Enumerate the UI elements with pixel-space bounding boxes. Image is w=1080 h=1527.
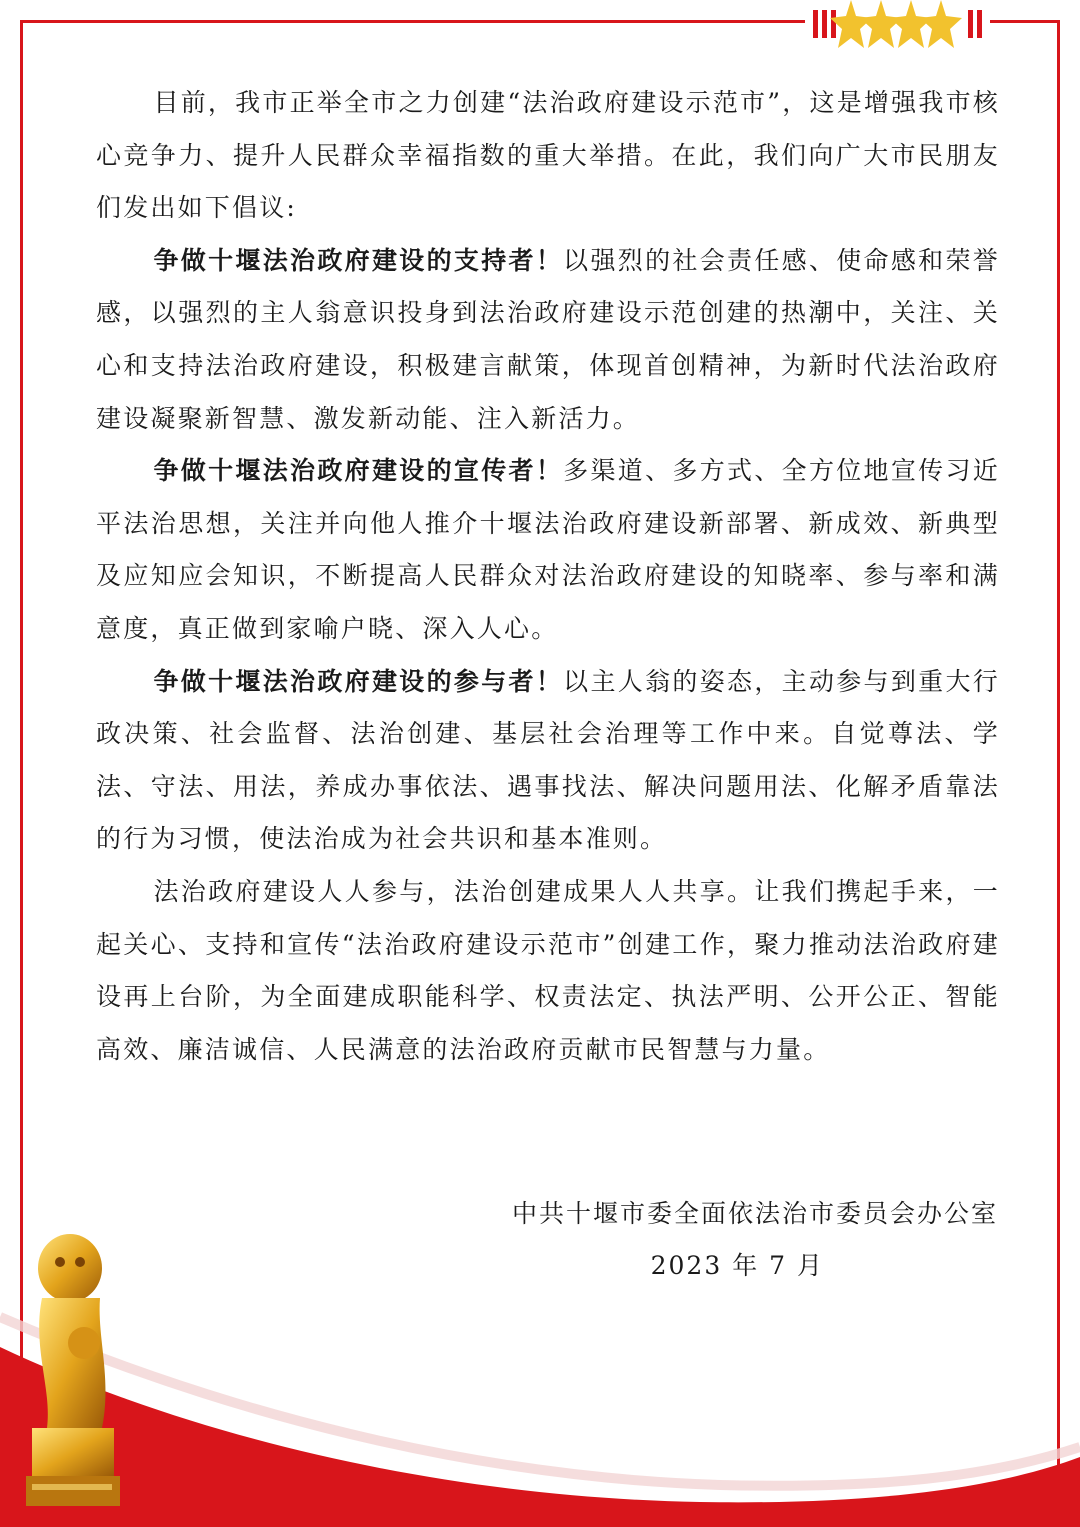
- paragraph-lead: 争做十堰法治政府建设的支持者！: [153, 245, 564, 275]
- paragraph-intro: [96, 77, 1000, 235]
- paragraph-closing: [96, 866, 1000, 1076]
- paragraph-participant: [96, 656, 1000, 866]
- paragraph-text: 以主人翁的姿态，主动参与到重大行政决策、社会监督、法治创建、基层社会治理等工作中来。自觉尊法、学法、守法、用法，养成办事依法、遇事找法、解决问题用法、化解矛盾靠法的行为习惯，使法治成为社会共识和基本准则。: [96, 666, 1000, 854]
- paragraph-text: 以强烈的社会责任感、使命感和荣誉感，以强烈的主人翁意识投身到法治政府建设示范创建的热潮中，关注、关心和支持法治政府建设，积极建言献策，体现首创精神，为新时代法治政府建设凝聚新智慧、激发新动能、注入新活力。: [96, 245, 1000, 433]
- paragraph-text: 目前，我市正举全市之力创建“法治政府建设示范市”，这是增强我市核心竞争力、提升人民群众幸福指数的重大举措。在此，我们向广大市民朋友们发出如下倡议:: [96, 88, 1000, 223]
- red-bar-1: [813, 10, 818, 38]
- paragraph-promoter: [96, 445, 1000, 655]
- paragraph-lead: 争做十堰法治政府建设的宣传者！: [153, 456, 564, 486]
- red-bar-4: [968, 10, 973, 38]
- red-bar-5: [977, 10, 982, 38]
- paragraph-text: 法治政府建设人人参与，法治创建成果人人共享。让我们携起手来，一起关心、支持和宣传“法治政府建设示范市”创建工作，聚力推动法治政府建设再上台阶，为全面建成职能科学、权责法定、执法严明、公开公正、智能高效、廉洁诚信、人民满意的法治政府贡献市民智慧与力量。: [96, 876, 1000, 1064]
- signature-organization: 中共十堰市委全面依法治市委员会办公室: [511, 1199, 998, 1228]
- stars-decoration: [805, 0, 990, 62]
- signature-date: 2023 年 7 月: [650, 1251, 824, 1280]
- letter-body: [96, 77, 1000, 1076]
- paragraph-text: 多渠道、多方式、全方位地宣传习近平法治思想，关注并向他人推介十堰法治政府建设新部署、新成效、新典型及应知应会知识，不断提高人民群众对法治政府建设的知晓率、参与率和满意度，真正做到家喻户晓、深入人心。: [96, 456, 1000, 643]
- paragraph-supporter: [96, 235, 1000, 445]
- red-bar-3: [831, 10, 836, 38]
- guardian-lion-icon: [22, 1228, 122, 1506]
- paragraph-lead: 争做十堰法治政府建设的参与者！: [153, 666, 564, 696]
- red-bar-2: [822, 10, 827, 38]
- signature-block: [512, 1188, 998, 1292]
